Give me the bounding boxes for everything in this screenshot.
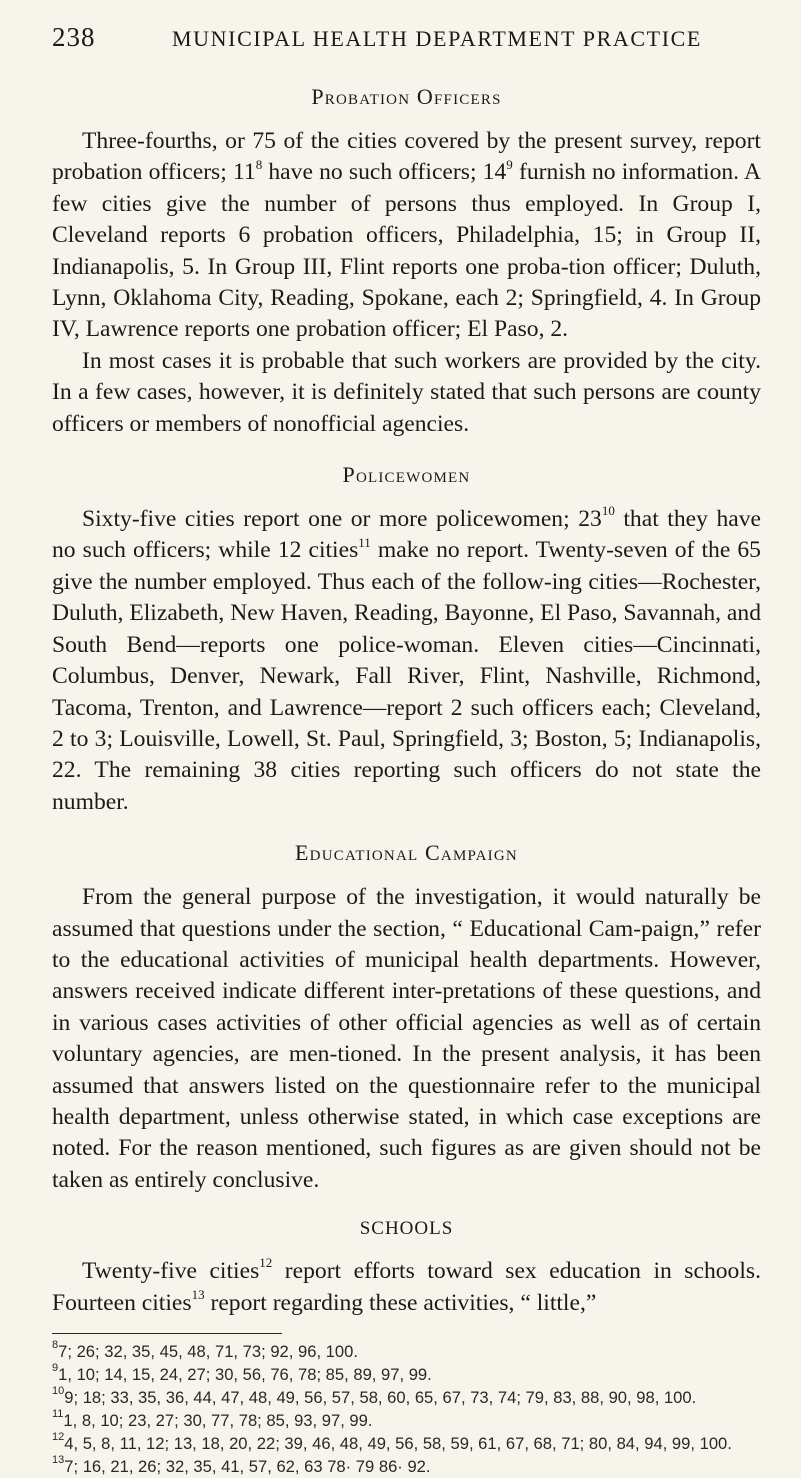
running-title: MUNICIPAL HEALTH DEPARTMENT PRACTICE — [172, 26, 702, 51]
footnote-text: 9; 18; 33, 35, 36, 44, 47, 48, 49, 56, 57, 58, 60, 65, 67, 73, 74; 79, 83, 88, 90, 98, 100. — [64, 1388, 697, 1407]
body-paragraph: Three-fourths, or 75 of the cities covered by the present survey, report probation officers; $11^8$ have no such officers; $14^9$ furnish no information. A few cities give the number of persons thus employed. In Group I, Cleveland reports 6 probation officers, Philadelphia, 15; in Group II, Indianapolis, 5. In Group III, Flint reports one proba-tion officer; Duluth, Lynn, Oklahoma City, Reading, Spokane, each 2; Springfield, 4. In Group IV, Lawrence reports one probation officer; El Paso, 2. — [52, 128, 761, 343]
footnote-mark: 11 — [52, 1408, 64, 1421]
section-heading: Educational Campaign — [295, 840, 518, 866]
footnote-reference: 12 — [259, 1255, 273, 1271]
section-heading: Probation Officers — [311, 84, 502, 109]
page-content — [52, 84, 761, 1319]
body-paragraph: Twenty-five cities$^{12}$ report efforts toward sex education in schools. Fourteen cities$^{13}$ report regarding these activities, “ little,” — [52, 1255, 761, 1316]
section-heading: SCHOOLS — [359, 1218, 454, 1240]
body-paragraph: In most cases it is probable that such workers are provided by the city. In a few cases, however, it is definitely stated that such persons are county officers or members of nonofficial agencies. — [52, 347, 761, 437]
footnote — [52, 1340, 761, 1363]
footnote-reference: 10 — [601, 503, 615, 519]
section-heading: Policewomen — [342, 462, 471, 488]
footnote-reference: 9 — [506, 156, 513, 172]
body-paragraph: Sixty-five cities report one or more policewomen; $23^{10}$ that they have no such officers; while 12 cities$^{11}$ make no report. Twenty-seven of the 65 give the number employed. Thus each of the follow-ing cities—Rochester, Duluth, Elizabeth, New Haven, Reading, Bayonne, El Paso, Savannah, and South Bend—reports one police-woman. Eleven cities—Cincinnati, Columbus, Denver, Newark, Fall River, Flint, Nashville, Richmond, Tacoma, Trenton, and Lawrence—report 2 such officers each; Cleveland, 2 to 3; Louisville, Lowell, St. Paul, Springfield, 3; Boston, 5; Indianapolis, 22. The remaining 38 cities reporting such officers do not state the number. — [52, 503, 762, 815]
running-head — [52, 22, 761, 62]
footnote-text: 7; 16, 21, 26; 32, 35, 41, 57, 62, 63 78· 79 86· 92. — [64, 1457, 431, 1476]
footnote — [52, 1432, 761, 1455]
footnote — [52, 1363, 761, 1386]
footnote-text: 1, 8, 10; 23, 27; 30, 77, 78; 85, 93, 97, 99. — [63, 1411, 373, 1430]
footnote-mark: 12 — [52, 1431, 65, 1444]
footnote-mark: 13 — [52, 1454, 65, 1467]
page-number: 238 — [52, 22, 96, 52]
footnote-mark: 9 — [52, 1362, 59, 1375]
footnote-text: 4, 5, 8, 11, 12; 13, 18, 20, 22; 39, 46, 48, 49, 56, 58, 59, 61, 67, 68, 71; 80, 84, 94, 99, 100. — [64, 1434, 732, 1453]
body-paragraph: From the general purpose of the investigation, it would naturally be assumed that questions under the section, “ Educational Cam-paign,” refer to the educational activities of municipal health departments. However, answers received indicate different inter-pretations of these questions, and in various cases activities of other official agencies as well as of certain voluntary agencies, are men-tioned. In the present analysis, it has been assumed that answers listed on the questionnaire refer to the municipal health department, unless otherwise stated, in which case exceptions are noted. For the reason mentioned, such figures as are given should not be taken as entirely conclusive. — [52, 884, 761, 1193]
footnote — [52, 1386, 761, 1409]
footnote — [52, 1455, 761, 1478]
footnote-reference: 8 — [255, 156, 263, 172]
footnote-rule — [52, 1333, 282, 1334]
footnote-text: 1, 10; 14, 15, 24, 27; 30, 56, 76, 78; 85, 89, 97, 99. — [58, 1365, 432, 1384]
footnote-mark: 8 — [52, 1339, 59, 1352]
footnotes — [52, 1340, 761, 1478]
footnote-text: 7; 26; 32, 35, 45, 48, 71, 73; 92, 96, 100. — [58, 1342, 358, 1361]
footnote-reference: 13 — [191, 1286, 205, 1302]
footnote-mark: 10 — [52, 1385, 65, 1398]
footnote — [52, 1409, 761, 1432]
footnote-reference: 11 — [358, 534, 371, 550]
